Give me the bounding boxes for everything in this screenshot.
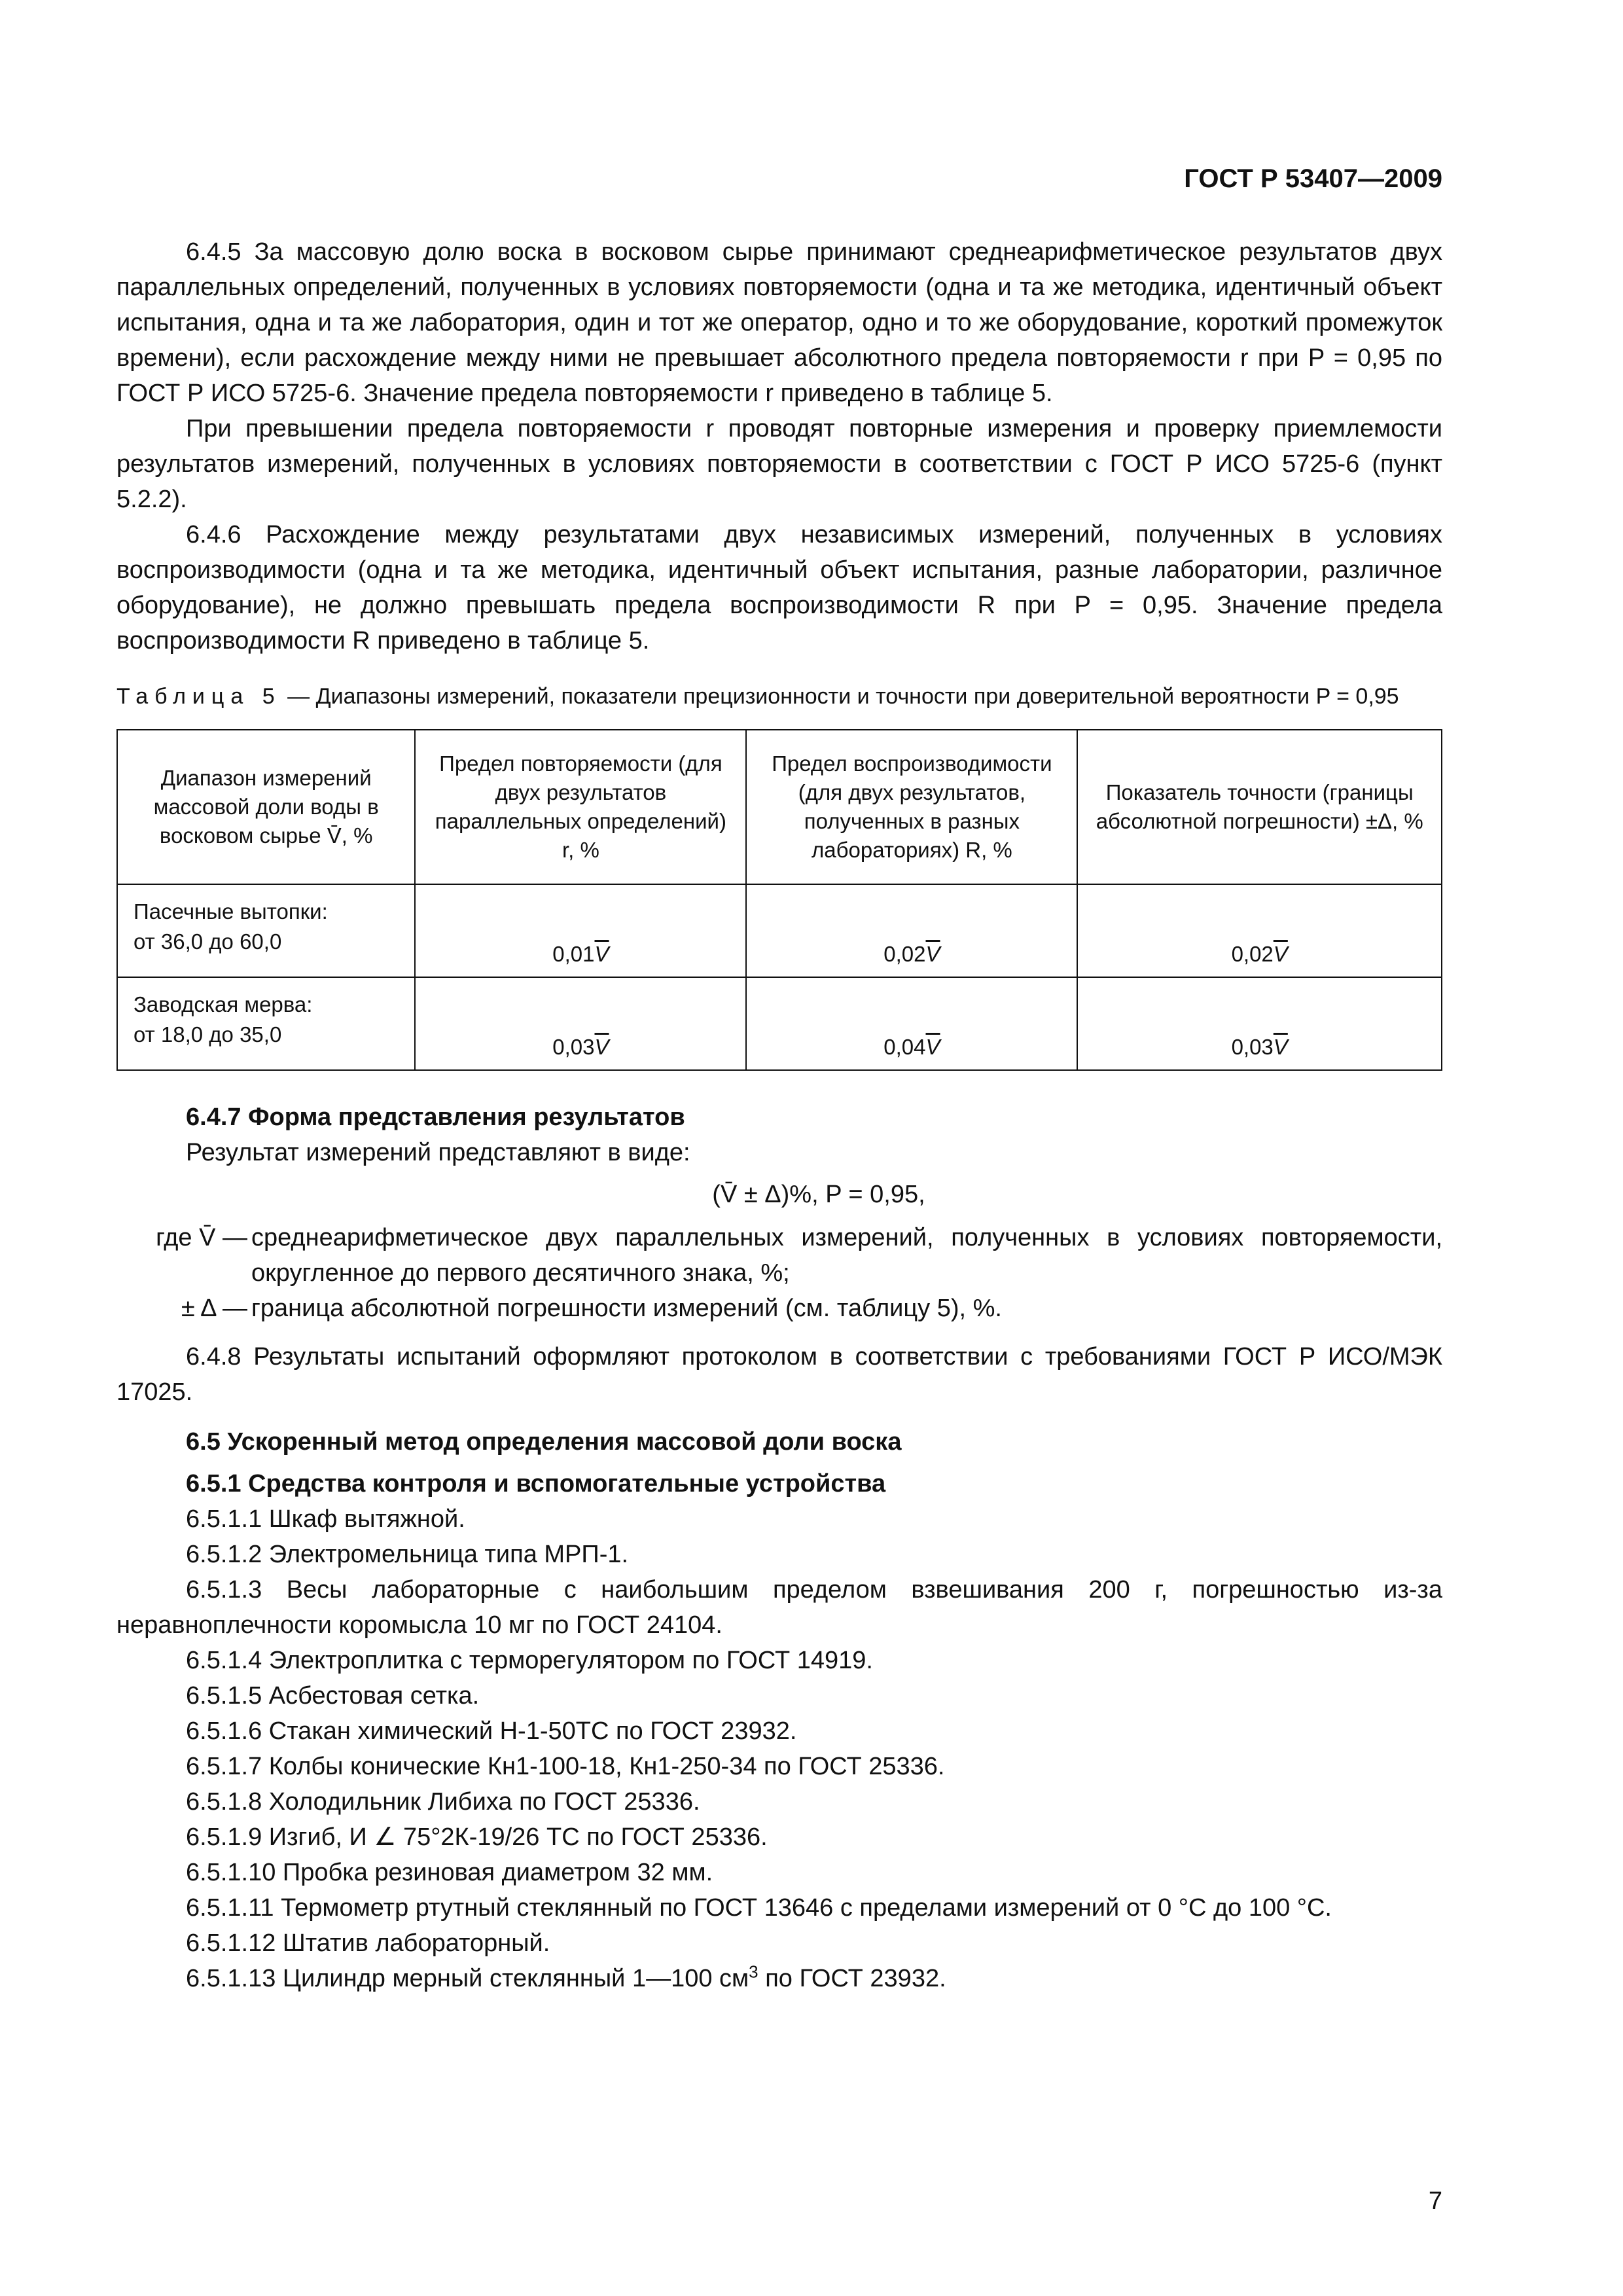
range-values: от 18,0 до 35,0 xyxy=(134,1022,282,1047)
table-header-row xyxy=(117,730,1442,884)
v-symbol: $\overline{V}$ xyxy=(594,1035,609,1059)
v-symbol: $\overline{V}$ xyxy=(1273,942,1288,966)
list-item: 6.5.1.4 Электроплитка с терморегулятором по ГОСТ 14919. xyxy=(186,1647,873,1674)
r-value-cell xyxy=(415,977,746,1070)
header-range: Диапазон измерений массовой доли воды в восковом сырье V̄, % xyxy=(117,730,415,884)
result-formula: (V̄ ± Δ)%, P = 0,95, xyxy=(712,1181,925,1208)
result-intro: Результат измерений представляют в виде: xyxy=(186,1139,690,1166)
delta-coef: 0,03 xyxy=(1231,1035,1274,1059)
R-value-cell xyxy=(746,977,1077,1070)
v-symbol: $\overline{V}$ xyxy=(594,942,609,966)
paragraph-6-4-6: 6.4.6 Расхождение между результатами двух независимых измерений, полученных в условиях воспроизводимости (одна и та же методика, идентичный объект испытания, разные лаборатории, различное оборудование), не должно превышать предела воспроизводимости R при P = 0,95. Значение предела воспроизводимости R приведено в таблице 5. xyxy=(116,521,1442,655)
where-item-v xyxy=(116,1220,1442,1291)
section-6-5-1-heading: 6.5.1 Средства контроля и вспомогательные устройства xyxy=(186,1470,886,1498)
where-text-delta: граница абсолютной погрешности измерений (см. таблицу 5), %. xyxy=(251,1295,1002,1322)
paragraph-6-4-5: 6.4.5 За массовую долю воска в восковом сырье принимают среднеарифметическое результатов двух параллельных определений, полученных в условиях повторяемости (одна и та же методика, идентичный объект испытания, одна и та же лаборатория, один и тот же оператор, одно и то же оборудование, короткий промежуток времени), если расхождение между ними не превышает абсолютного предела повторяемости r при P = 0,95 по ГОСТ Р ИСО 5725-6. Значение предела повторяемости r приведено в таблице 5. xyxy=(116,238,1442,407)
list-item: 6.5.1.9 Изгиб, И ∠ 75°2К-19/26 ТС по ГОСТ 25336. xyxy=(186,1823,768,1851)
v-symbol: $\overline{V}$ xyxy=(1273,1035,1288,1059)
list-item: 6.5.1.1 Шкаф вытяжной. xyxy=(186,1505,465,1533)
v-symbol: $\overline{V}$ xyxy=(925,1035,940,1059)
v-symbol: $\overline{V}$ xyxy=(925,942,940,966)
page-content xyxy=(116,157,1442,1996)
list-item: 6.5.1.10 Пробка резиновая диаметром 32 мм. xyxy=(186,1859,713,1886)
range-name: Пасечные вытопки: xyxy=(134,899,328,924)
paragraph-6-4-8: 6.4.8 Результаты испытаний оформляют протоколом в соответствии с требованиями ГОСТ Р ИСО/МЭК 17025. xyxy=(116,1343,1442,1406)
section-6-4-7-heading: 6.4.7 Форма представления результатов xyxy=(186,1103,685,1131)
range-cell xyxy=(117,884,415,977)
table-5 xyxy=(116,729,1442,1071)
item-13-text: 6.5.1.13 Цилиндр мерный стеклянный 1—100 см xyxy=(186,1965,749,1992)
r-coef: 0,03 xyxy=(552,1035,595,1059)
r-value-cell xyxy=(415,884,746,977)
table-5-caption xyxy=(116,682,1442,711)
header-reproducibility: Предел воспроизводимости (для двух результатов, полученных в разных лабораториях) R, % xyxy=(746,730,1077,884)
table-5-caption-label: Таблица 5 xyxy=(116,684,281,709)
range-name: Заводская мерва: xyxy=(134,992,313,1016)
list-item: 6.5.1.12 Штатив лабораторный. xyxy=(186,1929,550,1957)
list-item: 6.5.1.7 Колбы конические Кн1-100-18, Кн1-250-34 по ГОСТ 25336. xyxy=(186,1753,945,1780)
r-coef: 0,01 xyxy=(552,942,595,966)
document-id: ГОСТ Р 53407—2009 xyxy=(1184,164,1442,193)
R-coef: 0,02 xyxy=(883,942,926,966)
range-cell xyxy=(117,977,415,1070)
page-number: 7 xyxy=(1428,2187,1442,2215)
delta-value-cell xyxy=(1077,884,1442,977)
section-6-5-heading: 6.5 Ускоренный метод определения массовой доли воска xyxy=(186,1428,902,1456)
item-13-superscript: 3 xyxy=(749,1962,758,1982)
list-item: 6.5.1.3 Весы лабораторные с наибольшим пределом взвешивания 200 г, погрешностью из-за неравноплечности коромысла 10 мг по ГОСТ 24104. xyxy=(116,1576,1442,1639)
table-row xyxy=(117,884,1442,977)
R-value-cell xyxy=(746,884,1077,977)
where-label-v: где V̄ — xyxy=(156,1224,247,1251)
range-values: от 36,0 до 60,0 xyxy=(134,929,282,954)
list-item: 6.5.1.6 Стакан химический Н-1-50ТС по ГОСТ 23932. xyxy=(186,1717,797,1745)
list-item: 6.5.1.5 Асбестовая сетка. xyxy=(186,1682,480,1710)
where-label-delta: ± Δ — xyxy=(181,1295,247,1322)
table-row xyxy=(117,977,1442,1070)
list-item: 6.5.1.11 Термометр ртутный стеклянный по ГОСТ 13646 с пределами измерений от 0 °С до 100 °С. xyxy=(186,1894,1332,1922)
R-coef: 0,04 xyxy=(883,1035,926,1059)
paragraph-6-4-5-b: При превышении предела повторяемости r проводят повторные измерения и проверку приемлемости результатов измерений, полученных в условиях повторяемости в соответствии с ГОСТ Р ИСО 5725-6 (пункт 5.2.2). xyxy=(116,415,1442,513)
where-text-v: среднеарифметическое двух параллельных измерений, полученных в условиях повторяемости, округленное до первого десятичного знака, %; xyxy=(251,1224,1442,1287)
table-5-caption-text: — Диапазоны измерений, показатели прецизионности и точности при доверительной вероятности P = 0,95 xyxy=(281,684,1399,709)
item-13-tail: по ГОСТ 23932. xyxy=(758,1965,946,1992)
list-item: 6.5.1.2 Электромельница типа МРП-1. xyxy=(186,1541,629,1568)
delta-value-cell xyxy=(1077,977,1442,1070)
delta-coef: 0,02 xyxy=(1231,942,1274,966)
list-item xyxy=(116,1961,1442,1996)
header-repeatability: Предел повторяемости (для двух результатов параллельных определений) r, % xyxy=(415,730,746,884)
where-item-delta xyxy=(116,1291,1442,1326)
list-item: 6.5.1.8 Холодильник Либиха по ГОСТ 25336. xyxy=(186,1788,700,1816)
header-accuracy: Показатель точности (границы абсолютной погрешности) ±Δ, % xyxy=(1077,730,1442,884)
